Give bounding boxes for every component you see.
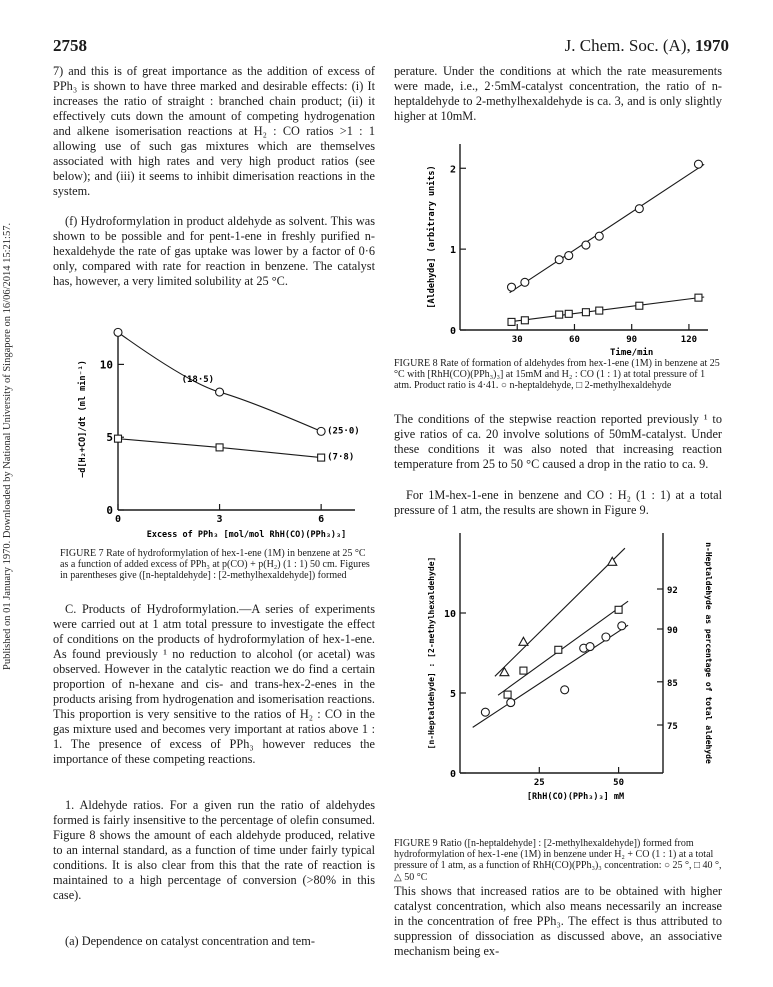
series-0-point [114, 328, 122, 336]
y-tick-label: 2 [449, 164, 456, 176]
y2-tick-label: 85 [667, 678, 678, 689]
figure-9-plot [418, 525, 718, 835]
figure-7 [70, 320, 370, 545]
x-axis-label: [RhH(CO)(PPh₃)₃] mM [526, 792, 625, 802]
series-1-point [556, 311, 563, 318]
y-tick-label: 0 [449, 326, 456, 337]
series-1-point [115, 435, 122, 442]
x-tick-label: 0 [114, 514, 122, 525]
figure-8 [418, 132, 718, 360]
right-paragraph-4: This shows that increased ratios are to be obtained with higher catalyst concentration, which also means necessarily an increase in the concentration of free PPh₃. The effect is thus attributed to suppression of dissociation as discussed above, an associative mechanism being ex- [394, 884, 722, 958]
series-0-point [555, 256, 563, 264]
series-0-point [521, 278, 529, 286]
series-2-fit-line [495, 548, 625, 676]
right-paragraph-2: The conditions of the stepwise reaction reported previously ¹ to give ratios of ca. 20 involve solutions of 50mM-catalyst. Under these conditions it was also noted that increasing reaction temperature from 25 to 50 °C caused a drop in the ratio to ca. 9. [394, 412, 722, 471]
left-paragraph-3: C. Products of Hydroformylation.—A series of experiments were carried out at 1 atm total pressure to investigate the effect of conditions on the products of hydroformylation of hex-1-ene. As found previously ¹ no reduction to alcohol (or acetal) was observed. However in the catalytic reaction we do find a certain proportion of n-hexane and cis- and trans-hex-2-enes in the products arising from hydrogenation and isomerisation reactions. This proportion is very sensitive to the ratios of H₂ : CO in the gas mixture used and becomes very important at ratios above 1 : 1. The presence of excess of PPh₃ however reduces the importance of these competing reactions. [53, 602, 375, 766]
data-label: (25·0) [327, 426, 360, 437]
y2-axis-label: n-Heptaldehyde as percentage of total aldehyde [704, 542, 713, 764]
figure-7-caption: FIGURE 7 Rate of hydroformylation of hex-1-ene (1M) in benzene at 25 °C as a function of added excess of PPh₃ at p(CO) + p(H₂) (1 : 1) 50 cm. Figures in parentheses give ([n-heptaldehyde] : [2-methylhexaldehyde]) formed [60, 548, 370, 582]
series-1-fit-line [498, 601, 628, 695]
x-axis-label: Excess of PPh₃ [mol/mol RhH(CO)(PPh₃)₃] [146, 530, 347, 540]
series-0-point [561, 686, 569, 694]
series-0-point [317, 427, 325, 435]
y2-tick-label: 75 [667, 722, 678, 732]
right-paragraph-1: perature. Under the conditions at which the rate measurements were made, i.e., 2·5mM-catalyst concentration, the ratio of n-heptaldehyde to 2-methylhexaldehyde is ca. 3, and is only slightly higher at 10mM. [394, 64, 722, 123]
data-label: (18·5) [181, 375, 215, 386]
series-0-point [635, 205, 643, 213]
left-paragraph-4: 1. Aldehyde ratios. For a given run the ratio of aldehydes formed is fairly insensitive to the percentage of olefin consumed. Figure 8 shows the amount of each aldehyde produced, relative to an internal standard, as a function of time under fairly typical conditions. It is also clear from this that the rate of reaction is maintained to a high percentage of conversion (>80% in this case). [53, 798, 375, 902]
series-0-point [507, 699, 515, 707]
series-1-point [582, 309, 589, 316]
series-0-point [582, 241, 590, 249]
series-1-point [216, 444, 223, 451]
series-1-point [504, 691, 511, 698]
journal-name: J. Chem. Soc. (A), [564, 36, 695, 55]
x-tick-label: 25 [533, 778, 545, 788]
sidebar-download-notice: Published on 01 January 1970. Downloaded by National University of Singapore on 16/06/2014 15:21:57. [2, 222, 13, 670]
series-1-point [521, 317, 528, 324]
series-0-curve [118, 332, 321, 431]
x-tick-label: 120 [680, 335, 698, 345]
y-tick-label: 0 [106, 504, 113, 517]
y-axis-label: [Aldehyde] (arbitrary units) [427, 165, 437, 309]
y-tick-label: 10 [443, 609, 456, 620]
journal-header [565, 36, 729, 56]
series-0-point [595, 232, 603, 240]
series-0-point [586, 643, 594, 651]
series-1-point [565, 310, 572, 317]
figure-8-plot [418, 132, 718, 360]
figure-8-caption: FIGURE 8 Rate of formation of aldehydes from hex-1-ene (1M) in benzene at 25 °C with [RhH(CO)(PPh₃)₃] at 15mM and H₂ : CO (1 : 1) at total pressure of 1 atm. Product ratio is 4·41. ○ n-heptaldehyde, □ 2-methylhexaldehyde [394, 358, 720, 392]
x-tick-label: 3 [216, 514, 223, 525]
series-1-point [695, 294, 702, 301]
series-1-point [636, 302, 643, 309]
series-2-point [608, 557, 617, 565]
series-0-point [481, 708, 489, 716]
series-0-point [565, 252, 573, 260]
x-tick-label: 90 [626, 335, 638, 345]
figure-9 [418, 525, 718, 835]
series-1-point [508, 318, 515, 325]
y-tick-label: 5 [449, 689, 456, 700]
y2-tick-label: 90 [667, 626, 678, 636]
series-1-fit-line [510, 297, 705, 322]
series-0-point [694, 160, 702, 168]
series-1-point [596, 307, 603, 314]
series-0-fit-line [510, 164, 705, 292]
series-2-point [500, 668, 509, 676]
y2-tick-label: 92 [667, 586, 678, 596]
x-axis-label: Time/min [610, 348, 654, 358]
y-tick-label: 10 [99, 358, 113, 372]
series-1-point [615, 606, 622, 613]
x-tick-label: 30 [511, 335, 523, 345]
series-2-point [519, 637, 528, 645]
page-number: 2758 [53, 36, 87, 55]
data-label: (7·8) [327, 452, 355, 463]
series-0-point [602, 633, 610, 641]
figure-9-caption: FIGURE 9 Ratio ([n-heptaldehyde] : [2-methylhexaldehyde]) formed from hydroformylation of hex-1-ene (1M) in benzene under H₂ + CO (1 : 1) at a total pressure of 1 atm, as a function of RhH(CO)(PPh₃)₃ concentration: ○ 25 °, □ 40 °, △ 50 °C [394, 838, 722, 883]
x-tick-label: 6 [318, 514, 325, 525]
right-paragraph-3: For 1M-hex-1-ene in benzene and CO : H₂ (1 : 1) at a total pressure of 1 atm, the results are shown in Figure 9. [394, 488, 722, 517]
series-1-point [555, 646, 562, 653]
y-tick-label: 1 [449, 245, 456, 257]
series-0-point [618, 622, 626, 630]
x-tick-label: 50 [613, 778, 625, 788]
series-1-point [520, 667, 527, 674]
y-axis-label: −d[H₂+CO]/dt (ml min⁻¹) [78, 360, 88, 478]
y-axis-label: [n-Heptaldehyde] : [2-methylhexaldehyde] [427, 556, 436, 750]
left-paragraph-2: (f) Hydroformylation in product aldehyde as solvent. This was shown to be possible and for pent-1-ene in freshly purified n-hexaldehyde the rate of gas uptake was lower by a factor of 0·6 only, compared with rate for reaction in benzene. The catalyst has, however, a very limited solubility at 25 °C. [53, 214, 375, 288]
y-tick-label: 5 [106, 431, 113, 445]
series-1-point [318, 454, 325, 461]
left-paragraph-5: (a) Dependence on catalyst concentration and tem- [65, 934, 315, 948]
figure-7-plot [70, 320, 370, 545]
journal-year: 1970 [695, 36, 729, 55]
series-0-point [508, 283, 516, 291]
x-tick-label: 60 [569, 335, 580, 345]
series-0-point [216, 388, 224, 396]
left-paragraph-1: 7) and this is of great importance as the addition of excess of PPh₃ is shown to have three marked and desirable effects: (i) It increases the ratio of straight : branched chain product; (ii) it effectively cuts down the amount of competing hydrogenation and alkene isomerisation reactions at H₂ : CO ratios >1 : 1 allowing use of such gas mixtures which are themselves associated with high rates and very high product ratios (see below); and (iii) it seems to inhibit dimerisation reactions in the system. [53, 64, 375, 198]
y-tick-label: 0 [449, 769, 456, 780]
